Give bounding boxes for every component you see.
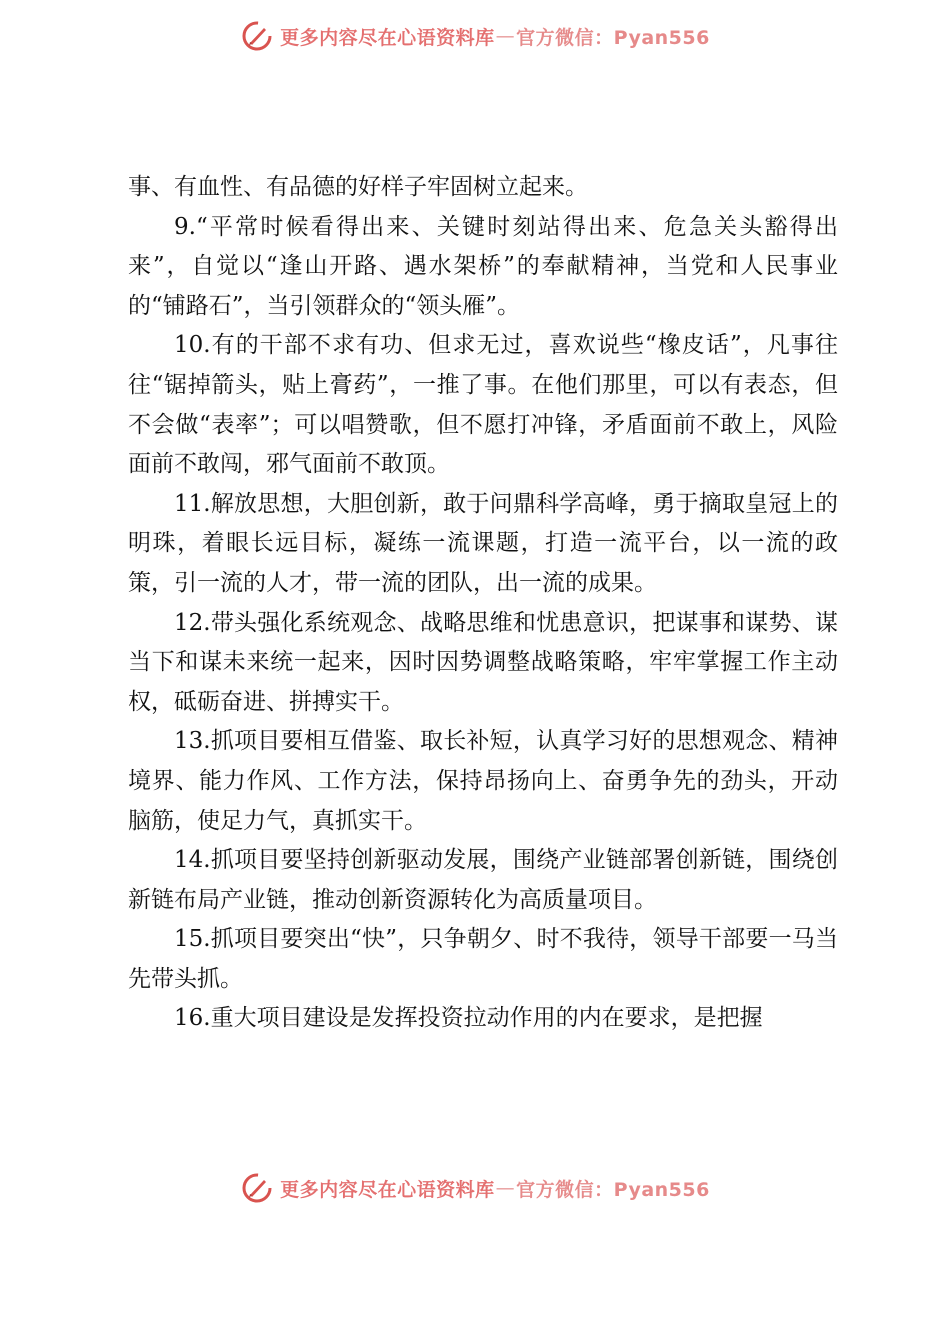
paragraph-item-15: 15.抓项目要突出“快”，只争朝夕、时不我待，领导干部要一马当先带头抓。 xyxy=(128,926,838,992)
watermark-contact: 官方微信：Pyan556 xyxy=(516,26,710,49)
watermark-separator: — xyxy=(495,1177,516,1199)
paragraph-item-14: 14.抓项目要坚持创新驱动发展，围绕产业链部署创新链，围绕创新链布局产业链，推动创新资源转化为高质量项目。 xyxy=(128,847,838,913)
watermark-contact: 官方微信：Pyan556 xyxy=(516,1178,710,1201)
brush-circle-logo-icon xyxy=(240,1171,274,1205)
watermark-text: 更多内容尽在心语资料库 xyxy=(280,1178,495,1201)
footer-watermark xyxy=(0,1168,950,1208)
header-watermark xyxy=(0,16,950,56)
paragraph-item-9: 9.“平常时候看得出来、关键时刻站得出来、危急关头豁得出来”，自觉以“逢山开路、遇水架桥”的奉献精神，当党和人民事业的“铺路石”，当引领群众的“领头雁”。 xyxy=(128,213,838,319)
brush-circle-logo-icon xyxy=(240,19,274,53)
watermark-separator: — xyxy=(495,25,516,47)
paragraph-continuation: 事、有血性、有品德的好样子牢固树立起来。 xyxy=(128,174,588,200)
watermark-text: 更多内容尽在心语资料库 xyxy=(280,26,495,49)
paragraph-item-13: 13.抓项目要相互借鉴、取长补短，认真学习好的思想观念、精神境界、能力作风、工作方法，保持昂扬向上、奋勇争先的劲头，开动脑筋，使足力气，真抓实干。 xyxy=(128,728,838,834)
paragraph-item-12: 12.带头强化系统观念、战略思维和忧患意识，把谋事和谋势、谋当下和谋未来统一起来，因时因势调整战略策略，牢牢掌握工作主动权，砥砺奋进、拼搏实干。 xyxy=(128,609,838,715)
paragraph-item-11: 11.解放思想，大胆创新，敢于问鼎科学高峰，勇于摘取皇冠上的明珠，着眼长远目标，凝练一流课题，打造一流平台，以一流的政策，引一流的人才，带一流的团队，出一流的成果。 xyxy=(128,490,838,596)
document-body xyxy=(128,168,838,1039)
paragraph-item-16: 16.重大项目建设是发挥投资拉动作用的内在要求，是把握 xyxy=(174,1005,763,1032)
paragraph-item-10: 10.有的干部不求有功、但求无过，喜欢说些“橡皮话”，凡事往往“锯掉箭头，贴上膏药”，一推了事。在他们那里，可以有表态，但不会做“表率”；可以唱赞歌，但不愿打冲锋，矛盾面前不敢上，风险面前不敢闯，邪气面前不敢顶。 xyxy=(128,332,838,478)
